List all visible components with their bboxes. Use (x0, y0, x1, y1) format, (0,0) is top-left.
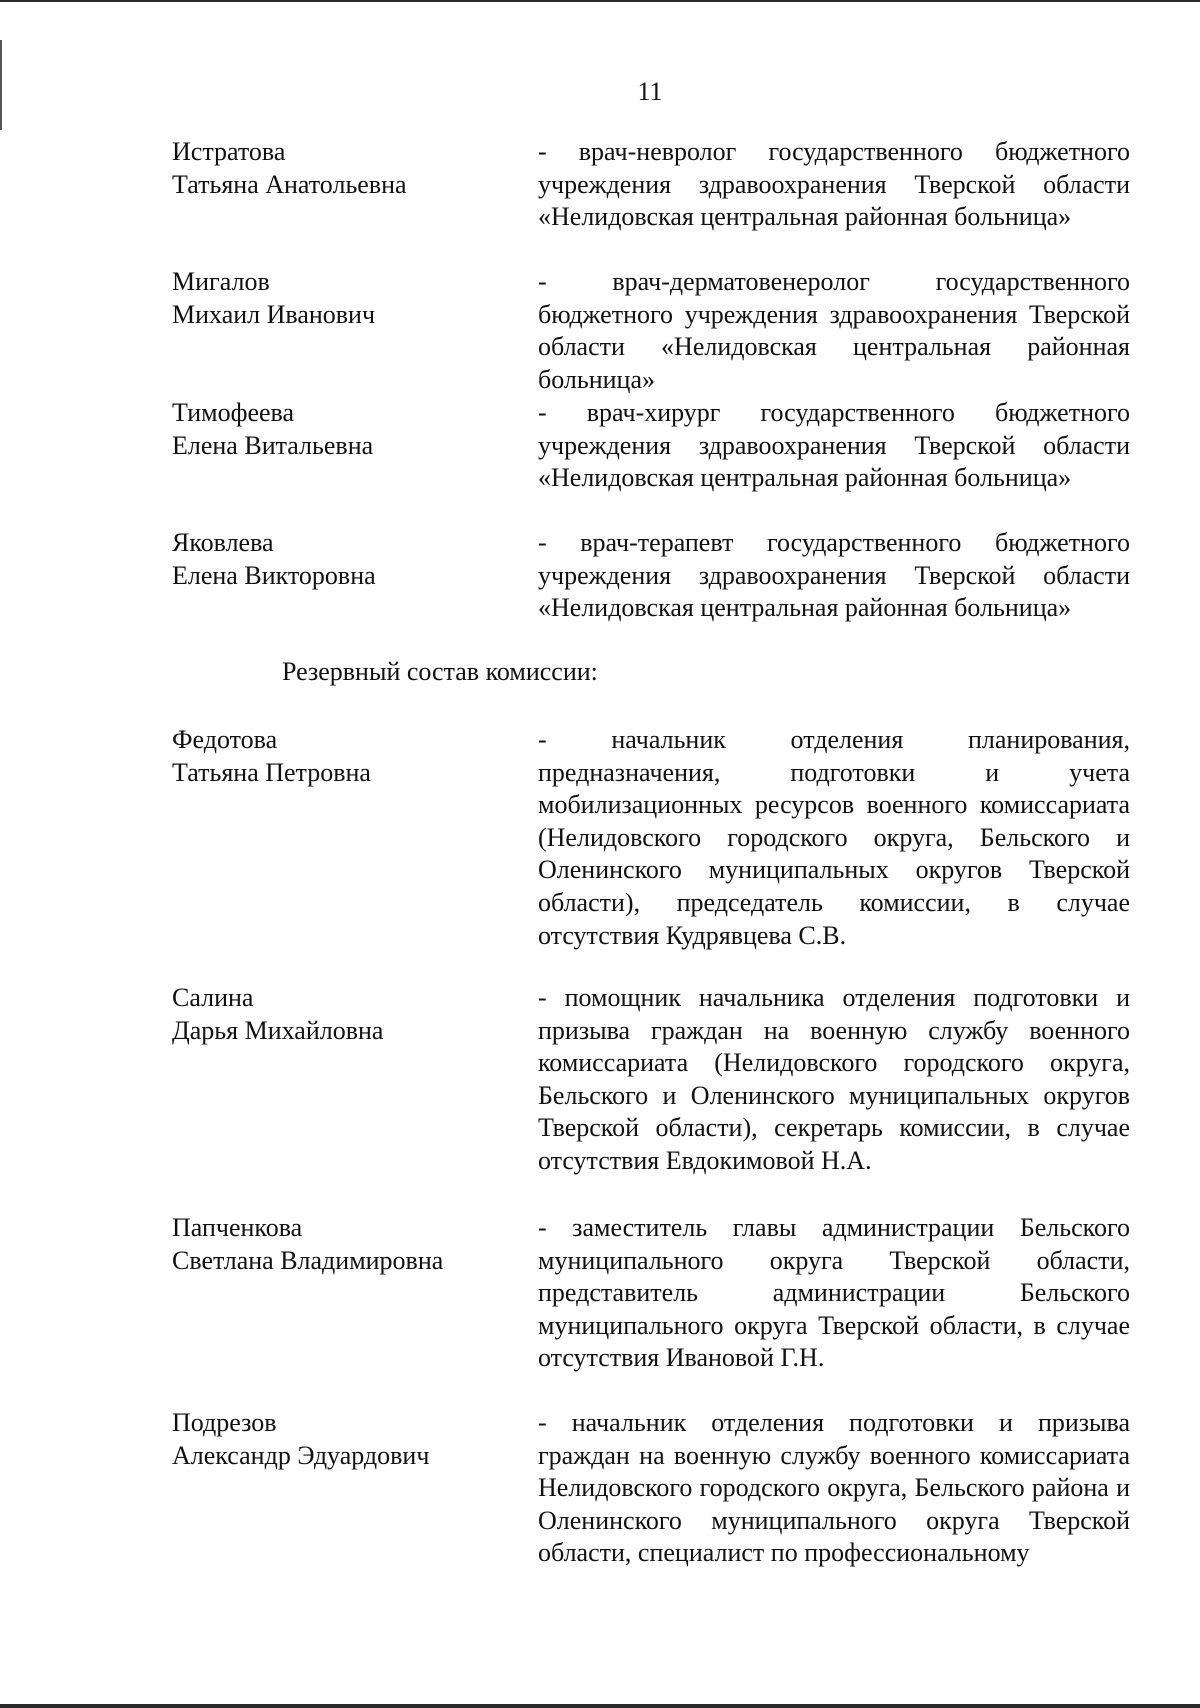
member-surname: Подрезов (172, 1408, 277, 1437)
member-name (172, 982, 512, 1047)
member-given-names: Татьяна Петровна (172, 757, 371, 787)
scan-edge-left (0, 40, 2, 130)
member-name (172, 397, 512, 462)
member-name (172, 527, 512, 592)
member-name (172, 136, 512, 201)
reserve-heading: Резервный состав комиссии: (282, 657, 598, 686)
page-number: 11 (637, 77, 663, 106)
member-role: - врач-дерматовенеролог государственного бюджетного учреждения здравоохранения Тверской области «Нелидовская центральная районная больница» (538, 267, 1130, 394)
member-given-names: Елена Викторовна (172, 560, 376, 590)
member-role: - начальник отделения подготовки и призыва граждан на военную службу военного комиссариата Нелидовского городского округа, Бельского района и Оленинского муниципального округа Тверской области, специалист по профессиональному (538, 1408, 1130, 1568)
member-given-names: Татьяна Анатольевна (172, 169, 407, 199)
member-given-names: Светлана Владимировна (172, 1245, 444, 1275)
member-role: - врач-невролог государственного бюджетного учреждения здравоохранения Тверской области «Нелидовская центральная районная больница» (538, 137, 1130, 232)
member-role: - начальник отделения планирования, предназначения, подготовки и учета мобилизационных ресурсов военного комиссариата (Нелидовского городского округа, Бельского и Оленинского муниципальных округов Тверской области), председатель комиссии, в случае отсутствия Кудрявцева С.В. (538, 725, 1130, 950)
member-role: - врач-терапевт государственного бюджетного учреждения здравоохранения Тверской области «Нелидовская центральная районная больница» (538, 528, 1130, 623)
member-name (172, 1407, 512, 1472)
member-surname: Папченкова (172, 1213, 303, 1242)
scan-edge-top (0, 0, 1200, 2)
member-given-names: Михаил Иванович (172, 299, 376, 329)
member-given-names: Дарья Михайловна (172, 1015, 384, 1045)
member-surname: Тимофеева (172, 398, 295, 427)
member-given-names: Елена Витальевна (172, 430, 374, 460)
member-surname: Федотова (172, 725, 278, 754)
member-role: - заместитель главы администрации Бельского муниципального округа Тверской области, представитель администрации Бельского муниципального округа Тверской области, в случае отсутствия Ивановой Г.Н. (538, 1213, 1130, 1373)
member-role: - помощник начальника отделения подготовки и призыва граждан на военную службу военного комиссариата (Нелидовского городского округа, Бельского и Оленинского муниципальных округов Тверской области), секретарь комиссии, в случае отсутствия Евдокимовой Н.А. (538, 983, 1130, 1175)
scan-edge-bottom (0, 1704, 1200, 1708)
member-surname: Истратова (172, 137, 286, 166)
member-given-names: Александр Эдуардович (172, 1440, 430, 1470)
member-role: - врач-хирург государственного бюджетного учреждения здравоохранения Тверской области «Нелидовская центральная районная больница» (538, 398, 1130, 493)
member-surname: Яковлева (172, 528, 274, 557)
member-surname: Мигалов (172, 267, 270, 296)
member-name (172, 1212, 512, 1277)
member-name (172, 266, 512, 331)
member-surname: Салина (172, 983, 254, 1012)
member-name (172, 724, 512, 789)
